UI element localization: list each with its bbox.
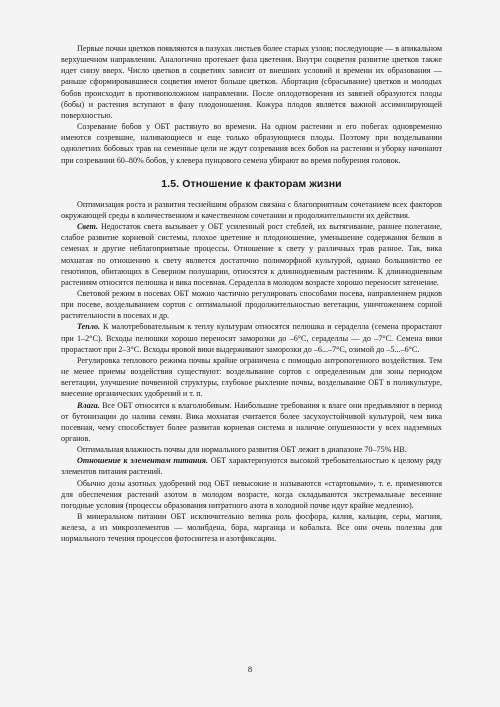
paragraph-optimization xyxy=(61,199,442,221)
run-in-heading-nutrition: Отношение к элементам питания. xyxy=(77,456,208,466)
paragraph-nitrogen xyxy=(61,478,442,511)
paragraph-text: Регулировка теплового режима почвы крайне ограничена с помощью антропогенного воздействия. Тем не менее приемы воздействия существуют: возделывание сортов с определенным для зоны периодом вегетации, улучшение почвенной структуры, глубокое рыхление почвы, возделывание ОБТ в поликультуре, внесение органических удобрений и т. п. xyxy=(61,355,442,399)
section-body xyxy=(61,199,442,545)
paragraph-light xyxy=(61,221,442,288)
run-in-heading-moisture: Влага. xyxy=(77,400,100,410)
paragraph-light-regulation xyxy=(61,288,442,321)
paragraph-text: Оптимизация роста и развития теснейшим образом связана с благоприятным сочетанием всех факторов окружающей среды в количественном и качественном сочетании и продолжительности их действия. xyxy=(61,199,442,220)
paragraph-minerals xyxy=(61,511,442,544)
paragraph-nutrition xyxy=(61,455,442,477)
paragraph-flowering: Первые почки цветков появляются в пазухах листьев более старых узлов; последующие — в апикальном верхушечном направлении. Аналогично протекает фаза цветения. Внутри соцветия развитие цветков также идет снизу вверх. Число цветков в соцветиях зависит от внешних условий и времени их образования — раньше сформировавшиеся соцветия имеют больше цветков. Абортация (сбрасывание) цветков и молодых бобов происходит в противоположном направлении. После оплодотворения из завязей образуются плоды (бобы) и растения вступают в фазу плодоношения. Кожура плодов является важной ассимилирующей поверхностью. xyxy=(61,44,442,120)
paragraph-text: Недостаток света вызывает у ОБТ усиленный рост стеблей, их вытягивание, раннее полегание, слабое развитие корневой системы, плохое цветение и плодоношение, уменьшение содержания белков в семенах и другие неблагоприятные процессы. Отношение к свету у различных трав разное. Так, вика мохнатая по отношению к свету является достаточно полиморфной культурой, однако большинство ее генотипов, обитающих в Северном полушарии, относятся к длиннодневным растениям. К длиннодневным растениям относятся пелюшка и вика посевная. Сераделла в молодом возрасте хорошо переносит затенение. xyxy=(61,222,442,287)
run-in-heading-light: Свет. xyxy=(77,222,98,232)
paragraph-text: В минеральном питании ОБТ исключительно велика роль фосфора, калия, кальция, серы, магния, железа, а из микроэлементов — молибдена, бора, марганца и кобальта. Все они очень полезны для нормального течения процессов фотосинтеза и азотфиксации. xyxy=(61,512,442,544)
paragraph-text: Обычно дозы азотных удобрений под ОБТ невысокие и называются «стартовыми», т. е. применяются для обеспечения растений азотом в молодом возрасте, когда складываются экстремальные весенние погодные условия (процессы образования нитратного азота в холодной почве идут крайне медленно). xyxy=(61,478,442,510)
paragraph-moisture xyxy=(61,400,442,445)
paragraph-text: К малотребовательным к теплу культурам относятся пелюшка и сераделла (семена прорастают при 1–2°С). Всходы пелюшки хорошо переносят заморозки до –6°С, сераделлы — до –7°С. Семена вики прорастают при 2–3°С. Всходы яровой вики выдерживают заморозки до –6...–7°С, озимой до –5...–6°С. xyxy=(61,322,442,354)
paragraph-text: Все ОБТ относятся к влаголюбивым. Наибольшие требования к влаге они предъявляют в период от бутонизации до налива семян. Вика мохнатая считается более засухоустойчивой культурой, чем вика посевная, чему способствует более развитая корневая система и наличие опушенности у всех надземных органов. xyxy=(61,400,442,443)
paragraph-text: Оптимальная влажность почвы для нормального развития ОБТ лежит в диапазоне 70–75% НВ. xyxy=(77,445,407,455)
paragraph-ripening: Созревание бобов у ОБТ растянуто во времени. На одном растении и его побегах одновременно имеются созревшие, наливающиеся и еще только образующиеся плоды. Поэтому при возделывании однолетних бобовых трав на семенные цели не ждут созревания всех бобов на растении и уборку начинают при созревании 60–80% бобов, у клевера пунцового семена убирают во время побурения головок. xyxy=(61,122,442,165)
paragraph-heat-regulation xyxy=(61,355,442,400)
intro-block xyxy=(61,43,442,166)
section-heading: 1.5. Отношение к факторам жизни xyxy=(161,177,342,190)
run-in-heading-heat: Тепло. xyxy=(77,322,101,332)
paragraph-soil-moisture xyxy=(61,444,442,455)
paragraph-text: Световой режим в посевах ОБТ можно частично регулировать способами посева, направлением рядков при посеве, возделыванием сортов с оптимальной продолжительностью вегетации, уничтожением сорной растительности в посевах и др. xyxy=(61,288,442,321)
paragraph-text: ОБТ характеризуются высокой требовательностью к целому ряду элементов питания растений. xyxy=(61,456,442,477)
page-number: 8 xyxy=(247,664,253,674)
paragraph-heat xyxy=(61,321,442,354)
